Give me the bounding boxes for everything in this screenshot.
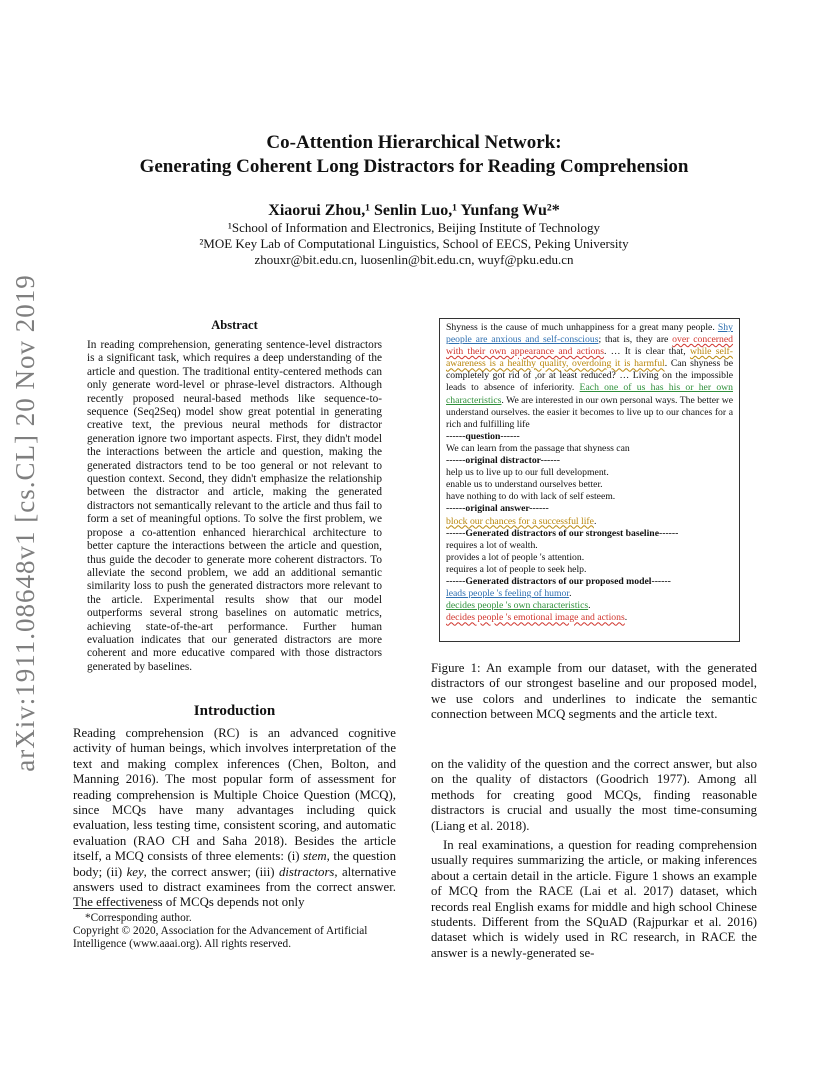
introduction-heading: Introduction — [193, 703, 276, 719]
original-distractor-1: help us to live up to our full development. — [446, 467, 609, 479]
abstract-text: In reading comprehension, generating sentence-level distractors is a significant task, which requires a deep understanding of the article and question. The traditional entity-centered methods can only generate word-level or phrase-level distractors. Although recently proposed neural-based methods like sequence-to-sequence (Seq2Seq) model show great potential in generating creative text, the previous neural methods for distractor generation ignore two important aspects. First, they didn't model the interactions between the article and question, making the generated distractors tend to be too general or not relevant to question context. Second, they didn't emphasize the relationship between the distractor and article, making the generated distractors not semantically relevant to the article and thus fail to form a set of meaningful options. To solve the first problem, we propose a co-attention enhanced hierarchical architecture to better capture the interactions between the article and question, thus guide the decoder to generate more coherent distractors. To alleviate the second problem, we add an additional semantic similarity loss to push the generated distractors more relevant to the article. Experimental results show that our model outperforms several strong baselines on automatic metrics, achieving state-of-the-art performance. Further human evaluation indicates that our generated distractors are more coherent and more educative compared with those distractors generated by baselines. — [87, 339, 382, 673]
article-segment: . We are interested in our own personal ways. The better we understand ourselves. the easier it becomes to live up to our chances for a rich and fulfilling life — [446, 394, 733, 430]
article-segment: ; that is, they are — [598, 334, 673, 346]
baseline-label: ------Generated distractors of our strongest baseline------ — [446, 527, 679, 539]
footnote — [73, 912, 396, 951]
copyright-notice: Copyright © 2020, Association for the Advancement of Artificial Intelligence (www.aaai.org). All rights reserved. — [73, 925, 368, 950]
proposed-distractor-1: leads people 's feeling of humor — [446, 588, 570, 600]
proposed-distractor-2-line: decides people 's own characteristics. — [446, 600, 591, 612]
original-answer: block our chances for a successful life — [446, 515, 594, 527]
abstract-section — [73, 318, 396, 674]
baseline-distractor-2: provides a lot of people 's attention. — [446, 551, 585, 563]
proposed-distractor-1-line: leads people 's feeling of humor. — [446, 588, 572, 600]
introduction-section — [73, 703, 396, 720]
affiliations — [0, 220, 828, 268]
original-distractor-3: have nothing to do with lack of self esteem. — [446, 491, 616, 503]
proposed-distractor-3: decides people 's emotional image and actions — [446, 612, 625, 624]
baseline-distractor-1: requires a lot of wealth. — [446, 539, 538, 551]
stem-term: stem — [303, 849, 327, 864]
paper-title — [0, 131, 828, 179]
intro-text-part: , the question body; (ii) — [73, 849, 396, 879]
proposed-model-label: ------Generated distractors of our proposed model------ — [446, 575, 671, 587]
proposed-distractor-3-line: decides people 's emotional image and actions. — [446, 612, 628, 624]
introduction-text — [73, 726, 396, 911]
question-label: ------question------ — [446, 430, 520, 442]
original-answer-label: ------original answer------ — [446, 503, 549, 515]
article-segment: . Can shyness be completely got rid of ,or at least reduced? … Living on the impossible leads to absence of inferiority. — [446, 358, 734, 394]
paragraph-real-exams: In real examinations, a question for reading comprehension usually requires summarizing the article, or making inferences about a certain detail in the article. Figure 1 shows an example of MCQ from the RACE (Lai et al. 2017) dataset, which records real English exams for middle and high school Chinese students. Different from the SQuAD (Rajpurkar et al. 2016) dataset which is widely used in RC research, in RACE the answer is a newly-generated se- — [431, 838, 757, 960]
affiliation-1: ¹School of Information and Electronics, Beijing Institute of Technology — [227, 220, 601, 235]
baseline-distractor-3: requires a lot of people to seek help. — [446, 563, 587, 575]
affiliation-2: ²MOE Key Lab of Computational Linguistics, School of EECS, Peking University — [199, 236, 629, 251]
figure-1-caption: Figure 1: An example from our dataset, with the generated distractors of our strongest baseline and our proposed model, we use colors and underlines to indicate the semantic connection between MCQ segments and the article text. — [431, 661, 757, 722]
intro-text-part: Reading comprehension (RC) is an advanced cognitive activity of human beings, which involves interpretation of the text and making complex inferences (Chen, Bolton, and Manning 2016). The most popular form of assessment for reading comprehension is Multiple Choice Question (MCQ), since MCQs have many advantages including quick evaluation, less testing time, consistent scoring, and automatic evaluation (RAO CH and Saha 2018). Besides the article itself, a MCQ consists of three elements: (i) — [73, 726, 396, 864]
distractors-term: distractors — [278, 864, 335, 879]
article-highlight-blue: Shy people are anxious and self-conscious — [446, 322, 733, 346]
abstract-heading: Abstract — [211, 318, 258, 332]
article-highlight-gold: while self-awareness is a healthy quality, overdoing it is harmful — [446, 346, 733, 370]
original-answer-line: block our chances for a successful life. — [446, 515, 597, 527]
question-text: We can learn from the passage that shyness can — [446, 442, 630, 454]
corresponding-author-note: *Corresponding author. — [85, 912, 192, 924]
author-emails: zhouxr@bit.edu.cn, luosenlin@bit.edu.cn, wuyf@pku.edu.cn — [254, 252, 574, 267]
right-column-text — [431, 757, 757, 961]
article-highlight-green: Each one of us has his or her own characteristics — [446, 382, 734, 406]
article-text — [446, 322, 733, 431]
article-segment: . … It is clear that, — [604, 346, 690, 358]
original-distractor-2: enable us to understand ourselves better. — [446, 479, 603, 491]
footnote-divider — [73, 908, 153, 909]
title-line-2: Generating Coherent Long Distractors for Reading Comprehension — [139, 156, 689, 177]
author-list: Xiaorui Zhou,¹ Senlin Luo,¹ Yunfang Wu²* — [268, 202, 560, 219]
paragraph-mcq-validity: on the validity of the question and the correct answer, but also on the quality of distactors (Goodrich 1977). Among all methods for creating good MCQs, finding reasonable distractors is crucial and usually the most time-consuming (Liang et al. 2018). — [431, 757, 757, 833]
intro-text-part: , alternative answers used to distract examinees from the correct answer. The effectiveness of MCQs depends not only — [73, 864, 396, 910]
original-distractor-label: ------original distractor------ — [446, 455, 560, 467]
article-highlight-red: over concerned with their own appearance and actions — [446, 334, 734, 358]
article-segment: Shyness is the cause of much unhappiness for a great many people. — [446, 322, 718, 333]
arxiv-identifier: arXiv:1911.08648v1 [cs.CL] 20 Nov 2019 — [10, 274, 40, 772]
proposed-distractor-2: decides people 's own characteristics — [446, 600, 589, 612]
key-term: key — [126, 864, 144, 879]
figure-1-example-box — [439, 318, 740, 642]
intro-text-part: , the correct answer; (iii) — [143, 864, 279, 879]
title-line-1: Co-Attention Hierarchical Network: — [266, 132, 562, 153]
